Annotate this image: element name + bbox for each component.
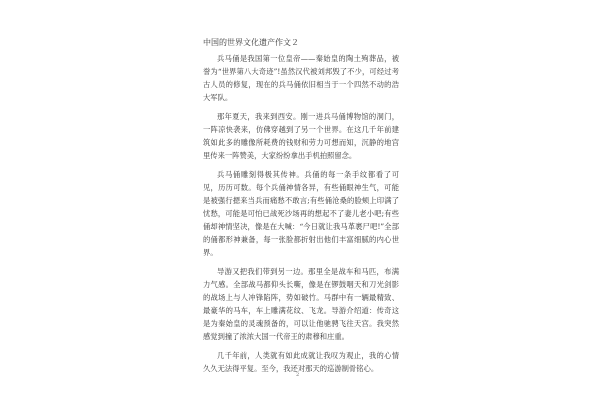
document-body bbox=[203, 52, 399, 381]
document-title: 中国的世界文化遗产作文２ bbox=[203, 38, 299, 47]
paragraph: 兵马俑雕刻得极其传神。兵俑的每一条手纹都看了可见，历历可数。每个兵俑神情各异，有些俑眼神生气，可能是被强行摁来当兵而痛愁不敢言;有些俑沧桑的脸颊上印满了忧愁，可能是可怕已战死沙场再的想起不了妻儿老小吧;有些俑却神情坚决，像是在大喊：“今日就让我马革裹尸吧!”全部的俑都形神兼备，每一张脸都折射出他们丰富细腻的内心世界。 bbox=[203, 170, 399, 257]
paragraph: 兵马俑是我国第一位皇帝——秦始皇的陶土殉葬品，被誉为“世界第八大奇迹”!虽然汉代被刘邦毁了不少，可经过考古人员的修复，现在的兵马俑依旧相当于一个四然不动的浩大军队。 bbox=[203, 54, 399, 102]
paragraph: 导游又把我们带到另一边。那里全是战车和马匹，布满力气感。全部战马都仰头长嘶，像是在锣鼓咽天和刀光剑影的战场上与人冲锋陷阵，势如破竹。马群中有一辆最精致、最豪华的马车，车上雕满花纹、飞龙。导游介绍道：传奇这是为秦始皇的灵魂预备的，可以让他驰骋飞往天宫。我突然感觉到撞了浓浓大国一代帝王的肃穆和庄重。 bbox=[203, 267, 399, 341]
paragraph: 几千年前，人类就有如此成就让我叹为观止，我的心情久久无法得平复。至今，我还对那天的巡游制骨铭心。 bbox=[203, 351, 399, 373]
page-number: 2 bbox=[296, 372, 300, 378]
paragraph: 那年夏天，我来到西安。刚一进兵马俑博物馆的洞门，一阵凉快袭来，仿佛穿越到了另一个世界。在这几千年前建筑如此多的雕像所耗费的钱财和劳力可想而知，沉静的地宫里传来一阵赞美，大家纷纷拿出手机拍照留念。 bbox=[203, 112, 399, 160]
